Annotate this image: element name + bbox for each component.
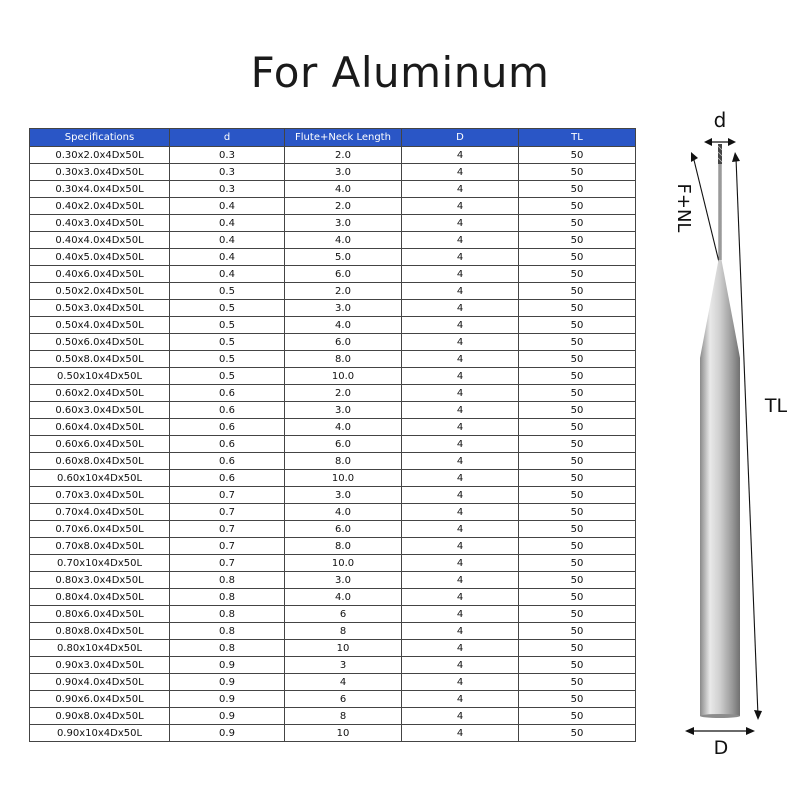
cell-tl: 50 [519, 181, 636, 198]
cell-tl: 50 [519, 504, 636, 521]
cell-flute-neck-length: 6 [285, 691, 402, 708]
table-row [30, 623, 636, 640]
cell-specification: 0.60x2.0x4Dx50L [30, 385, 170, 402]
cell-D: 4 [402, 589, 519, 606]
cell-D: 4 [402, 266, 519, 283]
cell-D: 4 [402, 147, 519, 164]
cell-tl: 50 [519, 708, 636, 725]
cell-d: 0.8 [170, 572, 285, 589]
cell-D: 4 [402, 164, 519, 181]
cell-d: 0.5 [170, 368, 285, 385]
cell-D: 4 [402, 300, 519, 317]
table-row [30, 181, 636, 198]
table-row [30, 436, 636, 453]
table-row [30, 249, 636, 266]
cell-tl: 50 [519, 317, 636, 334]
label-D: D [713, 737, 729, 759]
cell-tl: 50 [519, 674, 636, 691]
cell-specification: 0.70x6.0x4Dx50L [30, 521, 170, 538]
cell-specification: 0.90x10x4Dx50L [30, 725, 170, 742]
cell-D: 4 [402, 691, 519, 708]
table-row [30, 385, 636, 402]
cell-tl: 50 [519, 572, 636, 589]
table-row [30, 147, 636, 164]
cell-flute-neck-length: 4.0 [285, 181, 402, 198]
cell-D: 4 [402, 368, 519, 385]
cell-D: 4 [402, 402, 519, 419]
header-specifications: Specifications [30, 129, 170, 147]
cell-tl: 50 [519, 521, 636, 538]
cell-flute-neck-length: 3 [285, 657, 402, 674]
table-row [30, 215, 636, 232]
cell-flute-neck-length: 10.0 [285, 470, 402, 487]
cell-specification: 0.80x10x4Dx50L [30, 640, 170, 657]
cell-tl: 50 [519, 283, 636, 300]
table-row [30, 300, 636, 317]
table-row [30, 657, 636, 674]
label-tl: TL [764, 395, 788, 417]
table-row [30, 606, 636, 623]
table-row [30, 725, 636, 742]
cell-d: 0.8 [170, 589, 285, 606]
cell-d: 0.9 [170, 708, 285, 725]
cell-specification: 0.50x2.0x4Dx50L [30, 283, 170, 300]
cell-d: 0.6 [170, 419, 285, 436]
table-row [30, 589, 636, 606]
cell-d: 0.9 [170, 691, 285, 708]
cell-specification: 0.60x6.0x4Dx50L [30, 436, 170, 453]
cell-tl: 50 [519, 589, 636, 606]
cell-d: 0.8 [170, 640, 285, 657]
cell-flute-neck-length: 3.0 [285, 402, 402, 419]
cell-specification: 0.50x4.0x4Dx50L [30, 317, 170, 334]
cell-tl: 50 [519, 215, 636, 232]
cell-flute-neck-length: 8.0 [285, 538, 402, 555]
cell-tl: 50 [519, 385, 636, 402]
table-row [30, 538, 636, 555]
table-row [30, 470, 636, 487]
cell-d: 0.4 [170, 198, 285, 215]
cell-D: 4 [402, 504, 519, 521]
cell-specification: 0.70x4.0x4Dx50L [30, 504, 170, 521]
cell-specification: 0.40x4.0x4Dx50L [30, 232, 170, 249]
cell-D: 4 [402, 725, 519, 742]
table-row [30, 368, 636, 385]
cell-D: 4 [402, 232, 519, 249]
cell-flute-neck-length: 4.0 [285, 504, 402, 521]
cell-tl: 50 [519, 198, 636, 215]
end-mill-tool [700, 144, 740, 718]
cell-specification: 0.40x6.0x4Dx50L [30, 266, 170, 283]
cell-D: 4 [402, 249, 519, 266]
table-row [30, 572, 636, 589]
cell-tl: 50 [519, 249, 636, 266]
cell-d: 0.4 [170, 215, 285, 232]
cell-d: 0.4 [170, 266, 285, 283]
fnl-dimension-arrow [691, 152, 719, 262]
cell-tl: 50 [519, 453, 636, 470]
cell-d: 0.5 [170, 351, 285, 368]
cell-specification: 0.30x2.0x4Dx50L [30, 147, 170, 164]
cell-d: 0.3 [170, 181, 285, 198]
cell-d: 0.3 [170, 164, 285, 181]
end-mill-diagram [640, 100, 800, 760]
table-body [30, 147, 636, 742]
cell-D: 4 [402, 198, 519, 215]
cell-flute-neck-length: 6.0 [285, 436, 402, 453]
page-title: For Aluminum [250, 48, 550, 97]
table-row [30, 317, 636, 334]
cell-d: 0.5 [170, 283, 285, 300]
cell-D: 4 [402, 674, 519, 691]
cell-flute-neck-length: 2.0 [285, 147, 402, 164]
cell-specification: 0.50x3.0x4Dx50L [30, 300, 170, 317]
cell-D: 4 [402, 436, 519, 453]
table-row [30, 555, 636, 572]
table-row [30, 419, 636, 436]
cell-d: 0.4 [170, 249, 285, 266]
cell-D: 4 [402, 351, 519, 368]
cell-flute-neck-length: 4.0 [285, 589, 402, 606]
label-d: d [713, 108, 727, 132]
table-row [30, 691, 636, 708]
table-header [30, 129, 636, 147]
cell-d: 0.6 [170, 453, 285, 470]
cell-flute-neck-length: 10.0 [285, 368, 402, 385]
cell-tl: 50 [519, 487, 636, 504]
table-row [30, 521, 636, 538]
label-fnl: F+NL [673, 183, 694, 233]
cell-specification: 0.80x6.0x4Dx50L [30, 606, 170, 623]
cell-d: 0.5 [170, 334, 285, 351]
cell-D: 4 [402, 453, 519, 470]
cell-flute-neck-length: 3.0 [285, 300, 402, 317]
cell-tl: 50 [519, 640, 636, 657]
cell-specification: 0.80x3.0x4Dx50L [30, 572, 170, 589]
cell-d: 0.6 [170, 436, 285, 453]
table-row [30, 198, 636, 215]
cell-D: 4 [402, 640, 519, 657]
cell-tl: 50 [519, 538, 636, 555]
cell-d: 0.7 [170, 538, 285, 555]
cell-D: 4 [402, 181, 519, 198]
cell-tl: 50 [519, 351, 636, 368]
cell-tl: 50 [519, 623, 636, 640]
table-row [30, 232, 636, 249]
cell-specification: 0.50x10x4Dx50L [30, 368, 170, 385]
cell-flute-neck-length: 10.0 [285, 555, 402, 572]
cell-d: 0.7 [170, 487, 285, 504]
cell-specification: 0.40x5.0x4Dx50L [30, 249, 170, 266]
cell-D: 4 [402, 538, 519, 555]
cell-flute-neck-length: 4.0 [285, 317, 402, 334]
cell-flute-neck-length: 8 [285, 623, 402, 640]
cell-d: 0.9 [170, 674, 285, 691]
cell-d: 0.6 [170, 385, 285, 402]
cell-flute-neck-length: 8.0 [285, 453, 402, 470]
cell-specification: 0.60x3.0x4Dx50L [30, 402, 170, 419]
cell-flute-neck-length: 2.0 [285, 385, 402, 402]
cell-specification: 0.50x8.0x4Dx50L [30, 351, 170, 368]
cell-specification: 0.30x4.0x4Dx50L [30, 181, 170, 198]
cell-tl: 50 [519, 300, 636, 317]
cell-d: 0.9 [170, 725, 285, 742]
cell-flute-neck-length: 8.0 [285, 351, 402, 368]
cell-d: 0.3 [170, 147, 285, 164]
cell-tl: 50 [519, 266, 636, 283]
cell-tl: 50 [519, 725, 636, 742]
cell-D: 4 [402, 606, 519, 623]
table-row [30, 674, 636, 691]
cell-D: 4 [402, 521, 519, 538]
cell-d: 0.5 [170, 317, 285, 334]
cell-flute-neck-length: 5.0 [285, 249, 402, 266]
cell-flute-neck-length: 6.0 [285, 334, 402, 351]
cell-d: 0.4 [170, 232, 285, 249]
cell-D: 4 [402, 317, 519, 334]
cell-D: 4 [402, 555, 519, 572]
header-d: d [170, 129, 285, 147]
cell-D: 4 [402, 419, 519, 436]
cell-flute-neck-length: 6.0 [285, 266, 402, 283]
cell-flute-neck-length: 2.0 [285, 198, 402, 215]
cell-d: 0.8 [170, 623, 285, 640]
cell-flute-neck-length: 4.0 [285, 419, 402, 436]
cell-D: 4 [402, 215, 519, 232]
cell-specification: 0.70x10x4Dx50L [30, 555, 170, 572]
cell-specification: 0.90x3.0x4Dx50L [30, 657, 170, 674]
table-row [30, 164, 636, 181]
cell-D: 4 [402, 572, 519, 589]
cell-d: 0.6 [170, 470, 285, 487]
cell-specification: 0.30x3.0x4Dx50L [30, 164, 170, 181]
cell-tl: 50 [519, 470, 636, 487]
cell-tl: 50 [519, 368, 636, 385]
cell-specification: 0.80x4.0x4Dx50L [30, 589, 170, 606]
table-row [30, 402, 636, 419]
cell-specification: 0.80x8.0x4Dx50L [30, 623, 170, 640]
cell-d: 0.7 [170, 555, 285, 572]
cell-D: 4 [402, 385, 519, 402]
cell-flute-neck-length: 8 [285, 708, 402, 725]
cell-flute-neck-length: 10 [285, 640, 402, 657]
cell-tl: 50 [519, 555, 636, 572]
cell-specification: 0.60x8.0x4Dx50L [30, 453, 170, 470]
cell-specification: 0.70x8.0x4Dx50L [30, 538, 170, 555]
table-row [30, 640, 636, 657]
table-row [30, 504, 636, 521]
cell-D: 4 [402, 487, 519, 504]
cell-tl: 50 [519, 691, 636, 708]
cell-specification: 0.40x3.0x4Dx50L [30, 215, 170, 232]
cell-tl: 50 [519, 402, 636, 419]
cell-D: 4 [402, 623, 519, 640]
cell-D: 4 [402, 657, 519, 674]
spec-table [29, 128, 636, 742]
table-row [30, 351, 636, 368]
cell-tl: 50 [519, 334, 636, 351]
cell-flute-neck-length: 6.0 [285, 521, 402, 538]
cell-flute-neck-length: 6 [285, 606, 402, 623]
D-dimension-arrow [685, 727, 755, 735]
cell-d: 0.8 [170, 606, 285, 623]
cell-tl: 50 [519, 232, 636, 249]
cell-flute-neck-length: 3.0 [285, 487, 402, 504]
table-row [30, 334, 636, 351]
cell-tl: 50 [519, 164, 636, 181]
cell-tl: 50 [519, 419, 636, 436]
cell-tl: 50 [519, 436, 636, 453]
cell-specification: 0.40x2.0x4Dx50L [30, 198, 170, 215]
cell-specification: 0.90x4.0x4Dx50L [30, 674, 170, 691]
cell-tl: 50 [519, 147, 636, 164]
cell-D: 4 [402, 708, 519, 725]
cell-D: 4 [402, 470, 519, 487]
header-flute-neck-length: Flute+Neck Length [285, 129, 402, 147]
cell-flute-neck-length: 2.0 [285, 283, 402, 300]
table-row [30, 708, 636, 725]
cell-tl: 50 [519, 657, 636, 674]
cell-specification: 0.60x4.0x4Dx50L [30, 419, 170, 436]
cell-specification: 0.60x10x4Dx50L [30, 470, 170, 487]
cell-flute-neck-length: 3.0 [285, 215, 402, 232]
header-tl: TL [519, 129, 636, 147]
cell-d: 0.6 [170, 402, 285, 419]
table-row [30, 453, 636, 470]
cell-flute-neck-length: 3.0 [285, 572, 402, 589]
cell-d: 0.9 [170, 657, 285, 674]
table-row [30, 266, 636, 283]
cell-d: 0.7 [170, 521, 285, 538]
cell-specification: 0.70x3.0x4Dx50L [30, 487, 170, 504]
header-D: D [402, 129, 519, 147]
header-row [30, 129, 636, 147]
cell-specification: 0.90x6.0x4Dx50L [30, 691, 170, 708]
cell-D: 4 [402, 334, 519, 351]
cell-flute-neck-length: 10 [285, 725, 402, 742]
cell-tl: 50 [519, 606, 636, 623]
cell-d: 0.7 [170, 504, 285, 521]
cell-specification: 0.50x6.0x4Dx50L [30, 334, 170, 351]
cell-flute-neck-length: 4 [285, 674, 402, 691]
cell-flute-neck-length: 4.0 [285, 232, 402, 249]
cell-flute-neck-length: 3.0 [285, 164, 402, 181]
cell-specification: 0.90x8.0x4Dx50L [30, 708, 170, 725]
cell-d: 0.5 [170, 300, 285, 317]
table-row [30, 487, 636, 504]
table-row [30, 283, 636, 300]
cell-D: 4 [402, 283, 519, 300]
